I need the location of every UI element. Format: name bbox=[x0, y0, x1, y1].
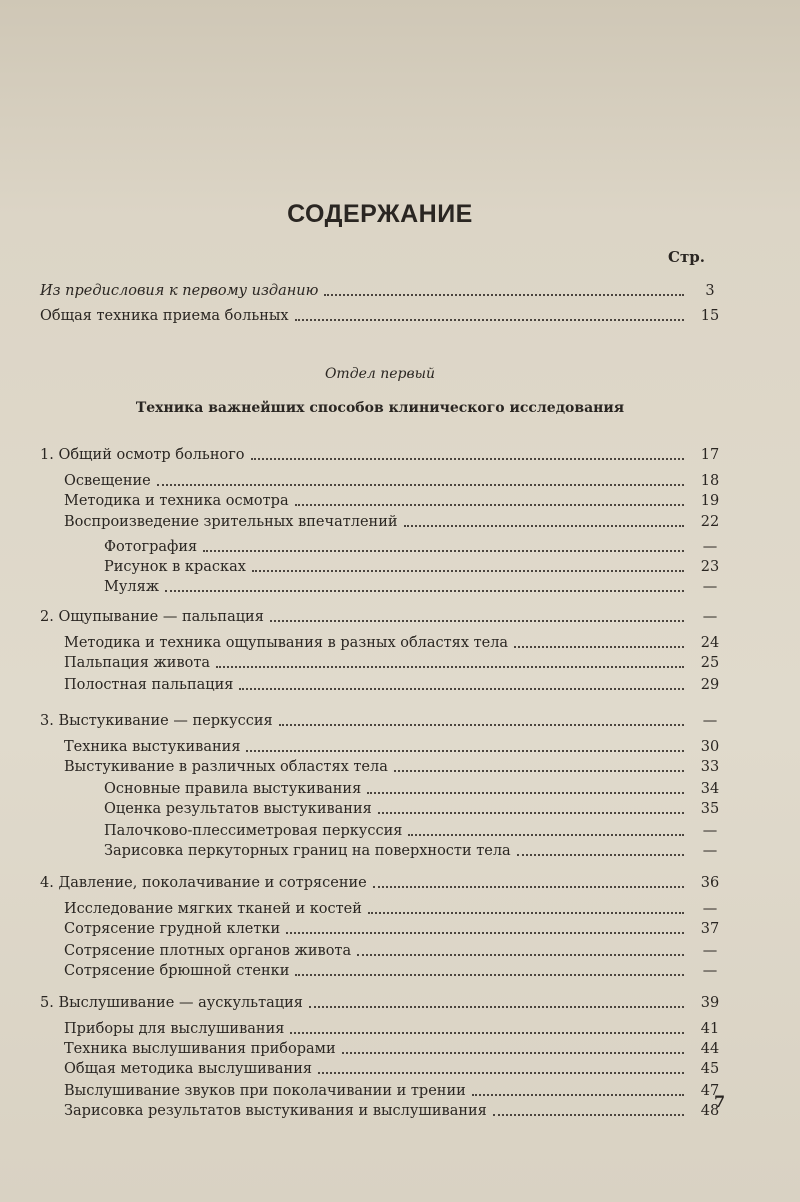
dot-leader bbox=[216, 666, 684, 668]
dot-leader bbox=[342, 1052, 684, 1054]
toc-entry bbox=[0, 305, 760, 329]
toc-entry-page: 33 bbox=[700, 759, 720, 775]
section-label: Отдел первый bbox=[324, 366, 436, 382]
dot-leader bbox=[251, 458, 684, 460]
toc-entry-page: 3 bbox=[705, 283, 715, 299]
toc-entry-page: 18 bbox=[700, 473, 720, 489]
toc-entry bbox=[0, 606, 760, 630]
toc-entry-page: — bbox=[702, 823, 718, 839]
toc-entry-label: Полостная пальпация bbox=[64, 677, 234, 693]
toc-entry-page: 17 bbox=[700, 447, 720, 463]
dot-leader bbox=[279, 724, 684, 726]
toc-entry bbox=[0, 1100, 760, 1124]
toc-entry-label: Муляж bbox=[104, 579, 160, 595]
toc-entry bbox=[0, 280, 760, 304]
page-title: СОДЕРЖАНИЕ bbox=[287, 200, 473, 228]
toc-entry bbox=[0, 872, 760, 896]
toc-entry-label: Рисунок в красках bbox=[104, 559, 246, 575]
toc-entry bbox=[0, 710, 760, 734]
toc-entry-label: Общая техника приема больных bbox=[40, 308, 289, 324]
dot-leader bbox=[295, 974, 684, 976]
toc-entry-page: — bbox=[702, 609, 718, 625]
toc-entry bbox=[0, 756, 760, 780]
toc-entry-page: 29 bbox=[700, 677, 720, 693]
dot-leader bbox=[324, 294, 684, 296]
toc-entry-page: 48 bbox=[700, 1103, 720, 1119]
toc-entry-label: Техника выстукивания bbox=[64, 739, 241, 755]
toc-entry-label: Палочково-плессиметровая перкуссия bbox=[104, 823, 403, 839]
toc-entry-label: Воспроизведение зрительных впечатлений bbox=[64, 514, 398, 530]
dot-leader bbox=[246, 750, 684, 752]
dot-leader bbox=[295, 319, 684, 321]
section-title: Техника важнейших способов клинического исследования bbox=[135, 400, 625, 416]
dot-leader bbox=[472, 1094, 684, 1096]
dot-leader bbox=[286, 932, 684, 934]
page-number: 7 bbox=[714, 1092, 726, 1111]
dot-leader bbox=[517, 854, 684, 856]
toc-entry-page: — bbox=[702, 843, 718, 859]
dot-leader bbox=[493, 1114, 684, 1116]
toc-entry-label: 4. Давление, поколачивание и сотрясение bbox=[40, 875, 367, 891]
toc-entry-label: Выслушивание звуков при поколачивании и трении bbox=[64, 1083, 466, 1099]
dot-leader bbox=[367, 792, 684, 794]
dot-leader bbox=[270, 620, 684, 622]
toc-entry-page: — bbox=[702, 901, 718, 917]
dot-leader bbox=[318, 1072, 684, 1074]
toc-entry bbox=[0, 576, 760, 600]
toc-entry-label: 1. Общий осмотр больного bbox=[40, 447, 245, 463]
toc-entry-label: Методика и техника ощупывания в разных областях тела bbox=[64, 635, 509, 651]
dot-leader bbox=[157, 484, 684, 486]
toc-entry-label: Освещение bbox=[64, 473, 151, 489]
toc-entry bbox=[0, 918, 760, 942]
page-column-header: Стр. bbox=[668, 248, 705, 266]
toc-entry-page: 36 bbox=[700, 875, 720, 891]
dot-leader bbox=[203, 550, 684, 552]
toc-entry bbox=[0, 798, 760, 822]
toc-entry-page: 22 bbox=[700, 514, 720, 530]
toc-entry bbox=[0, 1058, 760, 1082]
dot-leader bbox=[357, 954, 684, 956]
toc-entry-page: 23 bbox=[700, 559, 720, 575]
toc-entry bbox=[0, 960, 760, 984]
toc-entry-page: 45 bbox=[700, 1061, 720, 1077]
toc-entry-label: 3. Выстукивание — перкуссия bbox=[40, 713, 273, 729]
toc-entry-page: — bbox=[702, 943, 718, 959]
toc-entry-label: Выстукивание в различных областях тела bbox=[64, 759, 388, 775]
toc-entry-label: Техника выслушивания приборами bbox=[64, 1041, 336, 1057]
toc-entry bbox=[0, 444, 760, 468]
dot-leader bbox=[373, 886, 684, 888]
toc-entry-label: Общая методика выслушивания bbox=[64, 1061, 313, 1077]
toc-entry-label: Фотография bbox=[104, 539, 198, 555]
toc-entry-label: Сотрясение грудной клетки bbox=[64, 921, 281, 937]
toc-entry-label: 2. Ощупывание — пальпация bbox=[40, 609, 264, 625]
dot-leader bbox=[404, 525, 684, 527]
toc-entry-label: Сотрясение брюшной стенки bbox=[64, 963, 290, 979]
toc-entry-label: Исследование мягких тканей и костей bbox=[64, 901, 362, 917]
dot-leader bbox=[165, 590, 684, 592]
toc-entry-label: Зарисовка перкуторных границ на поверхности тела bbox=[104, 843, 511, 859]
dot-leader bbox=[378, 812, 684, 814]
toc-entry-page: 47 bbox=[700, 1083, 720, 1099]
toc-entry-label: Сотрясение плотных органов живота bbox=[64, 943, 352, 959]
toc-entry-page: 15 bbox=[700, 308, 720, 324]
dot-leader bbox=[309, 1006, 684, 1008]
toc-entry bbox=[0, 674, 760, 698]
toc-entry bbox=[0, 992, 760, 1016]
toc-entry-label: Оценка результатов выстукивания bbox=[104, 801, 372, 817]
toc-entry-label: 5. Выслушивание — аускультация bbox=[40, 995, 303, 1011]
toc-entry-page: — bbox=[702, 539, 718, 555]
dot-leader bbox=[252, 570, 684, 572]
toc-entry-page: 30 bbox=[700, 739, 720, 755]
toc-entry-page: — bbox=[702, 963, 718, 979]
toc-entry-page: 19 bbox=[700, 493, 720, 509]
toc-entry-label: Пальпация живота bbox=[64, 655, 211, 671]
dot-leader bbox=[290, 1032, 684, 1034]
toc-entry-page: — bbox=[702, 579, 718, 595]
toc-entry-page: 34 bbox=[700, 781, 720, 797]
toc-entry bbox=[0, 840, 760, 864]
dot-leader bbox=[368, 912, 684, 914]
toc-entry-page: 24 bbox=[700, 635, 720, 651]
toc-entry-label: Зарисовка результатов выстукивания и выслушивания bbox=[64, 1103, 487, 1119]
dot-leader bbox=[239, 688, 684, 690]
dot-leader bbox=[394, 770, 684, 772]
toc-entry-label: Методика и техника осмотра bbox=[64, 493, 289, 509]
dot-leader bbox=[514, 646, 684, 648]
dot-leader bbox=[408, 834, 684, 836]
toc-entry-page: — bbox=[702, 713, 718, 729]
toc-entry-page: 25 bbox=[700, 655, 720, 671]
toc-entry-label: Основные правила выстукивания bbox=[104, 781, 362, 797]
toc-entry-label: Из предисловия к первому изданию bbox=[40, 283, 319, 299]
dot-leader bbox=[295, 504, 684, 506]
toc-entry bbox=[0, 652, 760, 676]
toc-entry-page: 39 bbox=[700, 995, 720, 1011]
toc-entry-label: Приборы для выслушивания bbox=[64, 1021, 285, 1037]
toc-entry-page: 35 bbox=[700, 801, 720, 817]
toc-entry bbox=[0, 511, 760, 535]
toc-entry-page: 44 bbox=[700, 1041, 720, 1057]
toc-entry-page: 37 bbox=[700, 921, 720, 937]
toc-entry-page: 41 bbox=[700, 1021, 720, 1037]
